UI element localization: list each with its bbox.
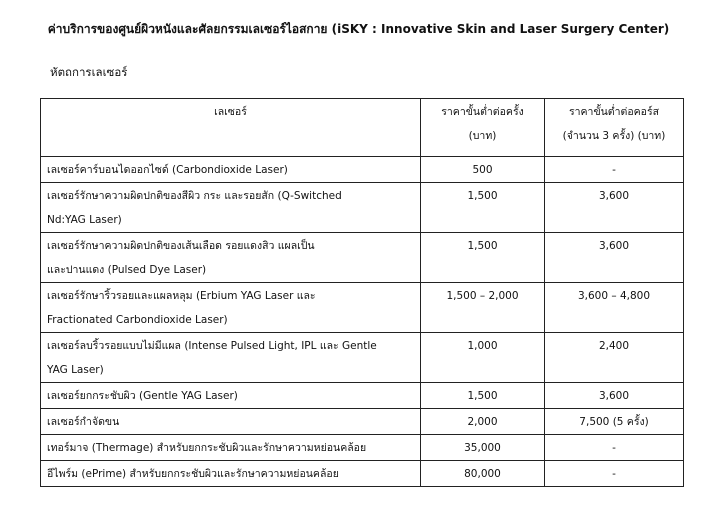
price-per-session-cell: 1,500 — [421, 383, 545, 409]
table-row — [41, 409, 684, 435]
page-title: ค่าบริการของศูนย์ผิวหนังและศัลยกรรมเลเซอร์ไอสกาย (iSKY : Innovative Skin and Laser Surgery Center) — [47, 22, 670, 36]
price-per-course-cell: 3,600 — [545, 233, 684, 283]
price-per-course-cell: - — [545, 435, 684, 461]
laser-name-line1: เลเซอร์รักษาความผิดปกติของเส้นเลือด รอยแดงสิว แผลเป็น — [47, 240, 315, 252]
table-row — [41, 233, 684, 283]
price-per-course-cell: 3,600 — [545, 183, 684, 233]
table-row — [41, 461, 684, 487]
header-min-per-session-line1: ราคาขั้นต่ำต่อครั้ง — [441, 106, 524, 118]
price-per-session-cell: 2,000 — [421, 409, 545, 435]
laser-name-line1: เลเซอร์คาร์บอนไดออกไซด์ (Carbondioxide Laser) — [47, 164, 288, 176]
table-row — [41, 183, 684, 233]
laser-name-line1: อีไพร์ม (ePrime) สำหรับยกกระชับผิวและรักษาความหย่อนคล้อย — [47, 468, 339, 480]
laser-name-cell — [41, 409, 421, 435]
laser-name-cell — [41, 283, 421, 333]
header-min-per-course — [545, 99, 684, 157]
header-min-per-course-line2: (จำนวน 3 ครั้ง) (บาท) — [562, 130, 666, 142]
laser-name-line1: เลเซอร์ยกกระชับผิว (Gentle YAG Laser) — [47, 390, 238, 402]
price-per-course-cell: - — [545, 157, 684, 183]
table-row — [41, 333, 684, 383]
price-per-session-cell: 35,000 — [421, 435, 545, 461]
laser-name-cell — [41, 157, 421, 183]
header-min-per-course-line1: ราคาขั้นต่ำต่อคอร์ส — [568, 106, 660, 118]
header-min-per-session — [421, 99, 545, 157]
price-per-course-cell: 3,600 — [545, 383, 684, 409]
laser-name-cell — [41, 333, 421, 383]
laser-name-cell — [41, 435, 421, 461]
laser-name-cell — [41, 183, 421, 233]
laser-name-line2: และปานแดง (Pulsed Dye Laser) — [47, 264, 207, 276]
laser-name-line1: เลเซอร์รักษาริ้วรอยและแผลหลุม (Erbium YAG Laser และ — [47, 290, 316, 302]
laser-name-cell — [41, 233, 421, 283]
price-per-course-cell: 2,400 — [545, 333, 684, 383]
price-per-session-cell: 1,500 — [421, 183, 545, 233]
table-header — [41, 99, 684, 157]
laser-name-line1: เลเซอร์ลบริ้วรอยแบบไม่มีแผล (Intense Pulsed Light, IPL และ Gentle — [47, 340, 377, 352]
price-per-session-cell: 80,000 — [421, 461, 545, 487]
price-per-course-cell: 3,600 – 4,800 — [545, 283, 684, 333]
laser-name-line1: เทอร์มาจ (Thermage) สำหรับยกกระชับผิวและรักษาความหย่อนคล้อย — [47, 442, 367, 454]
header-laser: เลเซอร์ — [41, 99, 421, 157]
laser-name-cell — [41, 383, 421, 409]
price-per-course-cell: 7,500 (5 ครั้ง) — [545, 409, 684, 435]
price-per-session-cell: 1,500 – 2,000 — [421, 283, 545, 333]
price-per-session-cell: 500 — [421, 157, 545, 183]
header-min-per-session-line2: (บาท) — [468, 130, 497, 142]
table-body — [41, 157, 684, 487]
price-per-session-cell: 1,000 — [421, 333, 545, 383]
table-row — [41, 383, 684, 409]
section-heading: หัตถการเลเซอร์ — [50, 65, 128, 79]
table-row — [41, 435, 684, 461]
price-per-session-cell: 1,500 — [421, 233, 545, 283]
table-row — [41, 157, 684, 183]
laser-name-line2: YAG Laser) — [47, 364, 104, 376]
price-per-course-cell: - — [545, 461, 684, 487]
laser-name-line1: เลเซอร์กำจัดขน — [47, 416, 120, 428]
laser-name-line2: Nd:YAG Laser) — [47, 214, 122, 226]
laser-price-table — [40, 98, 684, 487]
table-row — [41, 283, 684, 333]
laser-name-cell — [41, 461, 421, 487]
laser-name-line1: เลเซอร์รักษาความผิดปกติของสีผิว กระ และรอยสัก (Q-Switched — [47, 190, 342, 202]
header-row — [41, 99, 684, 157]
laser-name-line2: Fractionated Carbondioxide Laser) — [47, 314, 228, 326]
